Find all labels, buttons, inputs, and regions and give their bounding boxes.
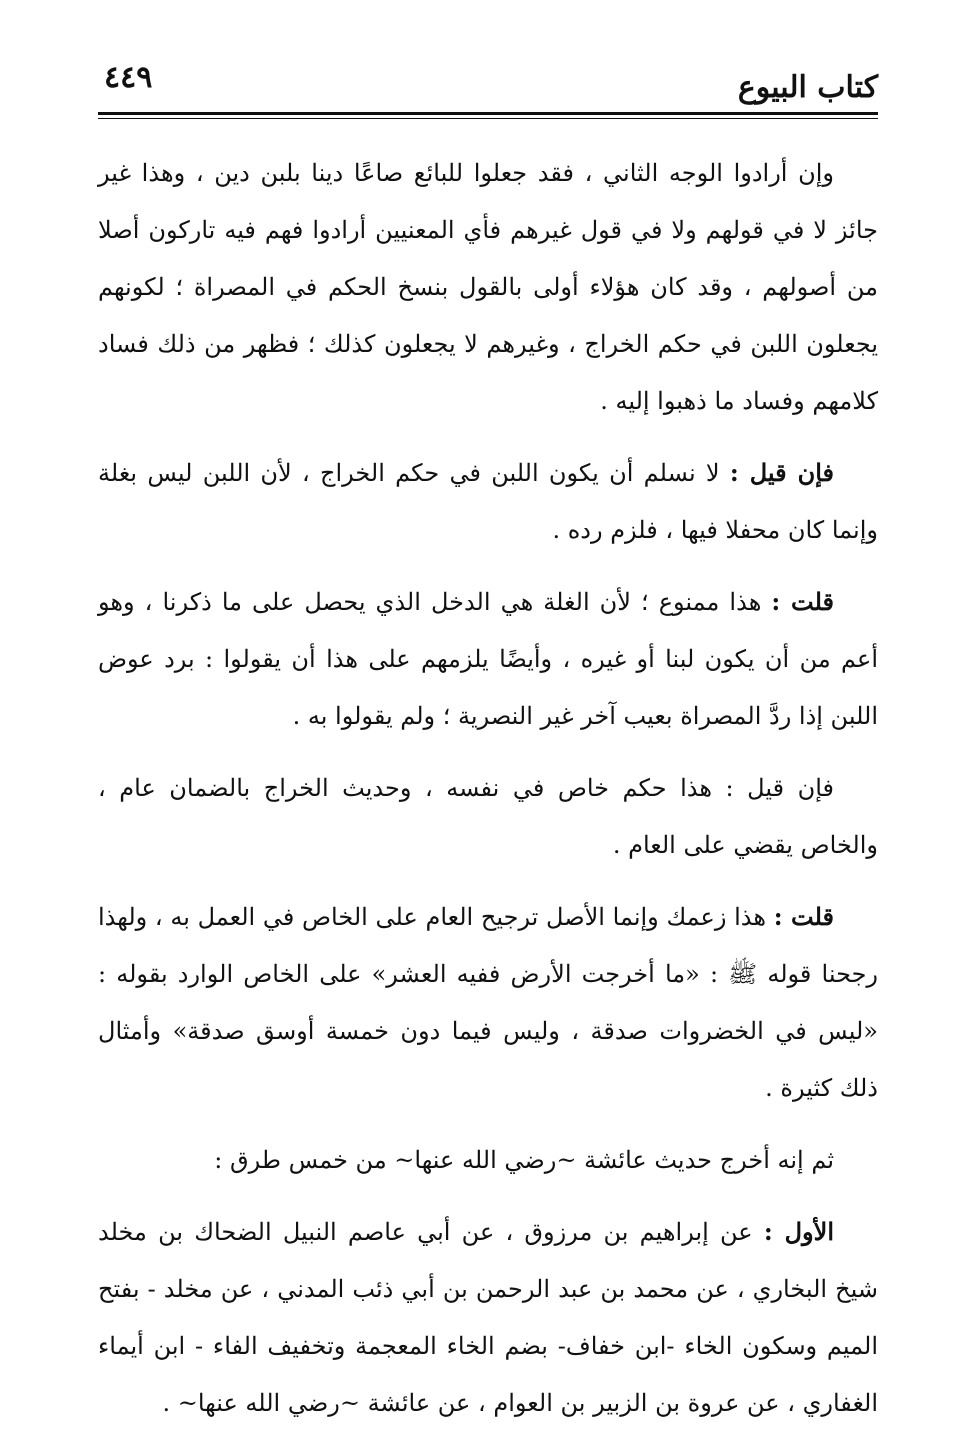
paragraph-text: عن إبراهيم بن مرزوق ، عن أبي عاصم النبيل الضحاك بن مخلد شيخ البخاري ، عن محمد بن عبد الرحمن بن أبي ذئب المدني ، عن مخلد - بفتح الميم وسكون الخاء -ابن خفاف- بضم الخاء المعجمة وتخفيف الفاء - ابن أيماء الغفاري ، عن عروة بن الزبير بن العوام ، عن عائشة ~رضي الله عنها~ . [98, 1218, 878, 1417]
paragraph-text: وإن أرادوا الوجه الثاني ، فقد جعلوا للبائع صاعًا دينا بلبن دين ، وهذا غير جائز لا في قولهم ولا في قول غيرهم فأي المعنيين أرادوا فهم فيه تاركون أصلا من أصولهم ، وقد كان هؤلاء أولى بالقول بنسخ الحكم في المصراة ؛ لكونهم يجعلون اللبن في حكم الخراج ، وغيرهم لا يجعلون كذلك ؛ فظهر من ذلك فساد كلامهم وفساد ما ذهبوا إليه . [98, 159, 878, 415]
paragraph [98, 759, 878, 874]
paragraph-lead: قلت : [771, 587, 834, 616]
running-title: كتاب البيوع [737, 70, 878, 105]
paragraph [98, 573, 878, 745]
page-number: ٤٤٩ [104, 60, 153, 95]
paragraph-text: هذا ممنوع ؛ لأن الغلة هي الدخل الذي يحصل على ما ذكرنا ، وهو أعم من أن يكون لبنا أو غيره ، وأيضًا يلزمهم على هذا أن يقولوا : برد عوض اللبن إذا ردَّ المصراة بعيب آخر غير النصرية ؛ ولم يقولوا به . [98, 588, 878, 730]
page-header [98, 52, 878, 112]
book-page [98, 52, 879, 1417]
header-rule-thick [98, 112, 878, 115]
paragraph-text: فإن قيل : هذا حكم خاص في نفسه ، وحديث الخراج بالضمان عام ، والخاص يقضي على العام . [98, 774, 878, 859]
paragraph [98, 1203, 878, 1432]
header-rule-thin [98, 118, 878, 119]
paragraph [98, 1131, 878, 1189]
paragraph [98, 444, 878, 559]
paragraph-text: هذا زعمك وإنما الأصل ترجيح العام على الخاص في العمل به ، ولهذا رجحنا قوله ﷺ : «ما أخرجت الأرض ففيه العشر» على الخاص الوارد بقوله : «ليس في الخضروات صدقة ، وليس فيما دون خمسة أوسق صدقة» وأمثال ذلك كثيرة . [98, 903, 879, 1102]
paragraph-text: لا نسلم أن يكون اللبن في حكم الخراج ، لأن اللبن ليس بغلة وإنما كان محفلا فيها ، فلزم رده . [98, 459, 878, 544]
paragraph [98, 888, 878, 1117]
paragraph-text: ثم إنه أخرج حديث عائشة ~رضي الله عنها~ من خمس طرق : [214, 1146, 834, 1174]
page-body [98, 144, 878, 1446]
paragraph-lead: قلت : [773, 902, 835, 931]
paragraph [98, 144, 878, 430]
paragraph-lead: فإن قيل : [729, 458, 834, 487]
paragraph-lead: الأول : [763, 1217, 834, 1246]
